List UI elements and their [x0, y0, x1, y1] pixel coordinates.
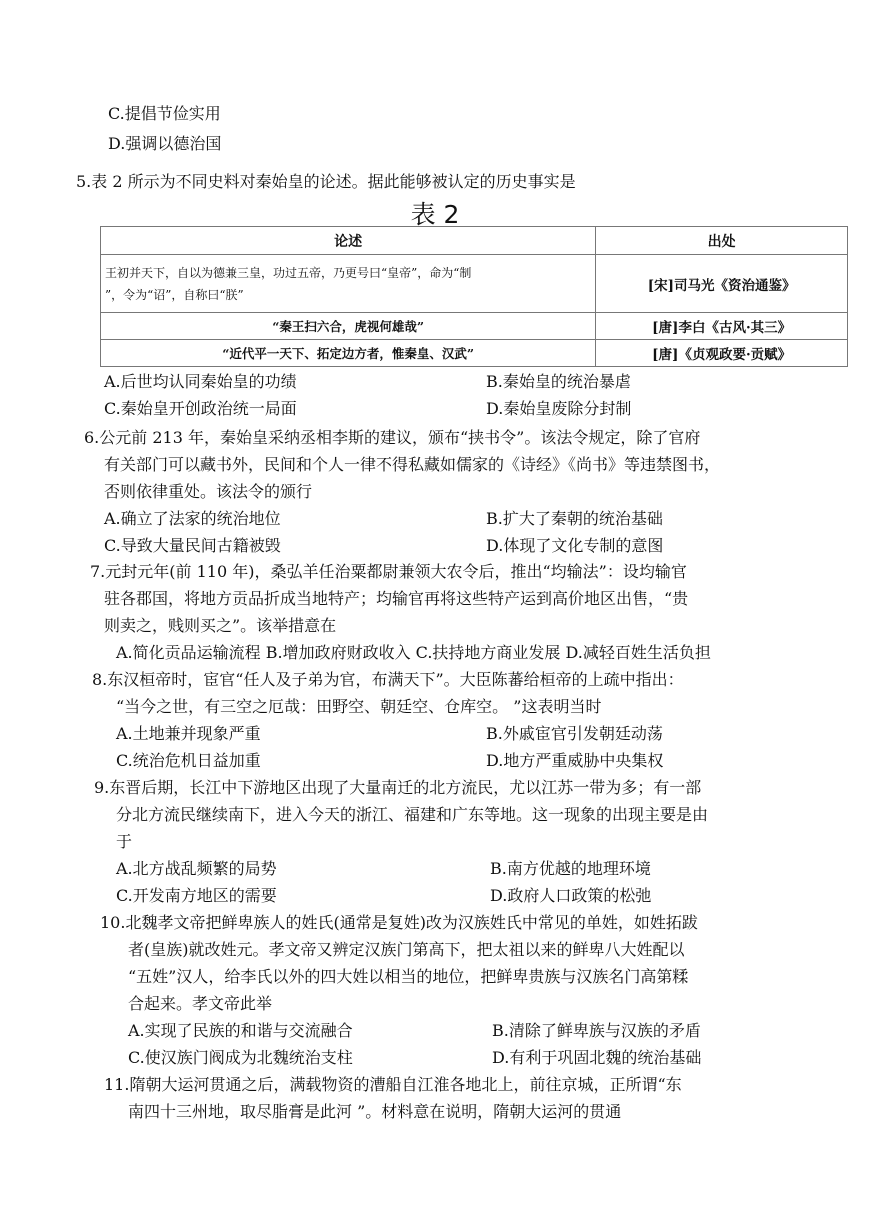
- q5-stem: 5.表 2 所示为不同史料对秦始皇的论述。据此能够被认定的历史事实是: [76, 172, 576, 191]
- q7-stem-line: 驻各郡国，将地方贡品折成当地特产；均输官再将这些特产运到高价地区出售，“贵: [104, 589, 689, 608]
- q8-option-a: A.土地兼并现象严重: [116, 724, 261, 743]
- table-header-row: [101, 227, 848, 255]
- statement-line: ”，令为“诏”，自称曰“朕”: [105, 287, 244, 302]
- q9-option-b: B.南方优越的地理环境: [490, 859, 651, 878]
- q10-stem-line: “五姓”汉人，给李氏以外的四大姓以相当的地位，把鲜卑贵族与汉族名门高第糅: [128, 967, 689, 986]
- q8-option-c: C.统治危机日益加重: [116, 751, 261, 770]
- q8-option-b: B.外戚宦官引发朝廷动荡: [486, 724, 663, 743]
- table-cell-statement: “近代平一天下、拓定边方者，惟秦皇、汉武”: [101, 340, 596, 367]
- q6-option-a: A.确立了法家的统治地位: [104, 509, 281, 528]
- table-row: [101, 340, 848, 367]
- table-cell-statement: “秦王扫六合，虎视何雄哉”: [101, 313, 596, 340]
- table-cell-source: [唐]《贞观政要·贡赋》: [596, 340, 848, 367]
- q9-option-a: A.北方战乱频繁的局势: [116, 859, 277, 878]
- table-cell-source: [唐]李白《古风·其三》: [596, 313, 848, 340]
- source-table: [100, 226, 848, 367]
- q7-options: A.简化贡品运输流程 B.增加政府财政收入 C.扶持地方商业发展 D.减轻百姓生活负担: [116, 643, 711, 662]
- q8-stem-line: 8.东汉桓帝时，宦官“任人及子弟为官，布满天下”。大臣陈蕃给桓帝的上疏中指出：: [92, 670, 684, 689]
- q6-option-d: D.体现了文化专制的意图: [486, 536, 664, 555]
- q10-stem-line: 者(皇族)就改姓元。孝文帝又辨定汉族门第高下，把太祖以来的鲜卑八大姓配以: [128, 940, 685, 959]
- q4-option-d: D.强调以德治国: [108, 134, 222, 153]
- q10-option-d: D.有利于巩固北魏的统治基础: [492, 1048, 702, 1067]
- q9-option-c: C.开发南方地区的需要: [116, 886, 277, 905]
- q9-option-d: D.政府人口政策的松弛: [490, 886, 652, 905]
- q5-option-a: A.后世均认同秦始皇的功绩: [104, 372, 297, 391]
- q6-stem-line: 6.公元前 213 年，秦始皇采纳丞相李斯的建议，颁布“挟书令”。该法令规定，除了官府: [84, 428, 701, 447]
- q6-stem-line: 有关部门可以藏书外，民间和个人一律不得私藏如儒家的《诗经》《尚书》等违禁图书，: [104, 455, 721, 474]
- q5-option-d: D.秦始皇废除分封制: [486, 399, 632, 418]
- table-cell-source: [宋]司马光《资治通鉴》: [596, 255, 848, 313]
- q10-option-c: C.使汉族门阀成为北魏统治支柱: [128, 1048, 353, 1067]
- q6-stem-line: 否则依律重处。该法令的颁行: [104, 482, 313, 501]
- table-row: [101, 313, 848, 340]
- q11-stem-line: 南四十三州地，取尽脂膏是此河 ”。材料意在说明，隋朝大运河的贯通: [128, 1102, 622, 1121]
- q7-stem-line: 则卖之，贱则买之”。该举措意在: [104, 616, 337, 635]
- q10-option-b: B.清除了鲜卑族与汉族的矛盾: [492, 1021, 701, 1040]
- q10-stem-line: 合起来。孝文帝此举: [128, 994, 273, 1013]
- q10-option-a: A.实现了民族的和谐与交流融合: [128, 1021, 353, 1040]
- statement-line: 王初并天下，自以为德兼三皇，功过五帝，乃更号曰“皇帝”，命为“制: [105, 265, 472, 280]
- table-row: [101, 255, 848, 313]
- q11-stem-line: 11.隋朝大运河贯通之后，满载物资的漕船自江淮各地北上，前往京城，正所谓“东: [104, 1075, 682, 1094]
- table-title: 表 2: [410, 200, 460, 229]
- header-source: 出处: [596, 227, 848, 255]
- q6-option-b: B.扩大了秦朝的统治基础: [486, 509, 663, 528]
- q9-stem-line: 分北方流民继续南下，进入今天的浙江、福建和广东等地。这一现象的出现主要是由: [116, 805, 709, 824]
- q5-option-c: C.秦始皇开创政治统一局面: [104, 399, 297, 418]
- q9-stem-line: 于: [116, 832, 133, 851]
- table-cell-statement: [101, 255, 596, 313]
- q10-stem-line: 10.北魏孝文帝把鲜卑族人的姓氏(通常是复姓)改为汉族姓氏中常见的单姓，如姓拓跋: [100, 913, 698, 932]
- q9-stem-line: 9.东晋后期，长江中下游地区出现了大量南迁的北方流民，尤以江苏一带为多；有一部: [94, 778, 702, 797]
- q6-option-c: C.导致大量民间古籍被毁: [104, 536, 281, 555]
- q8-stem-line: “当今之世，有三空之厄哉：田野空、朝廷空、仓库空。 ”这表明当时: [116, 697, 602, 716]
- header-statement: 论述: [101, 227, 596, 255]
- q7-stem-line: 7.元封元年(前 110 年)，桑弘羊任治粟都尉兼领大农令后，推出“均输法”：设均输官: [90, 562, 687, 581]
- q4-option-c: C.提倡节俭实用: [108, 104, 221, 123]
- q5-option-b: B.秦始皇的统治暴虐: [486, 372, 631, 391]
- q8-option-d: D.地方严重威胁中央集权: [486, 751, 664, 770]
